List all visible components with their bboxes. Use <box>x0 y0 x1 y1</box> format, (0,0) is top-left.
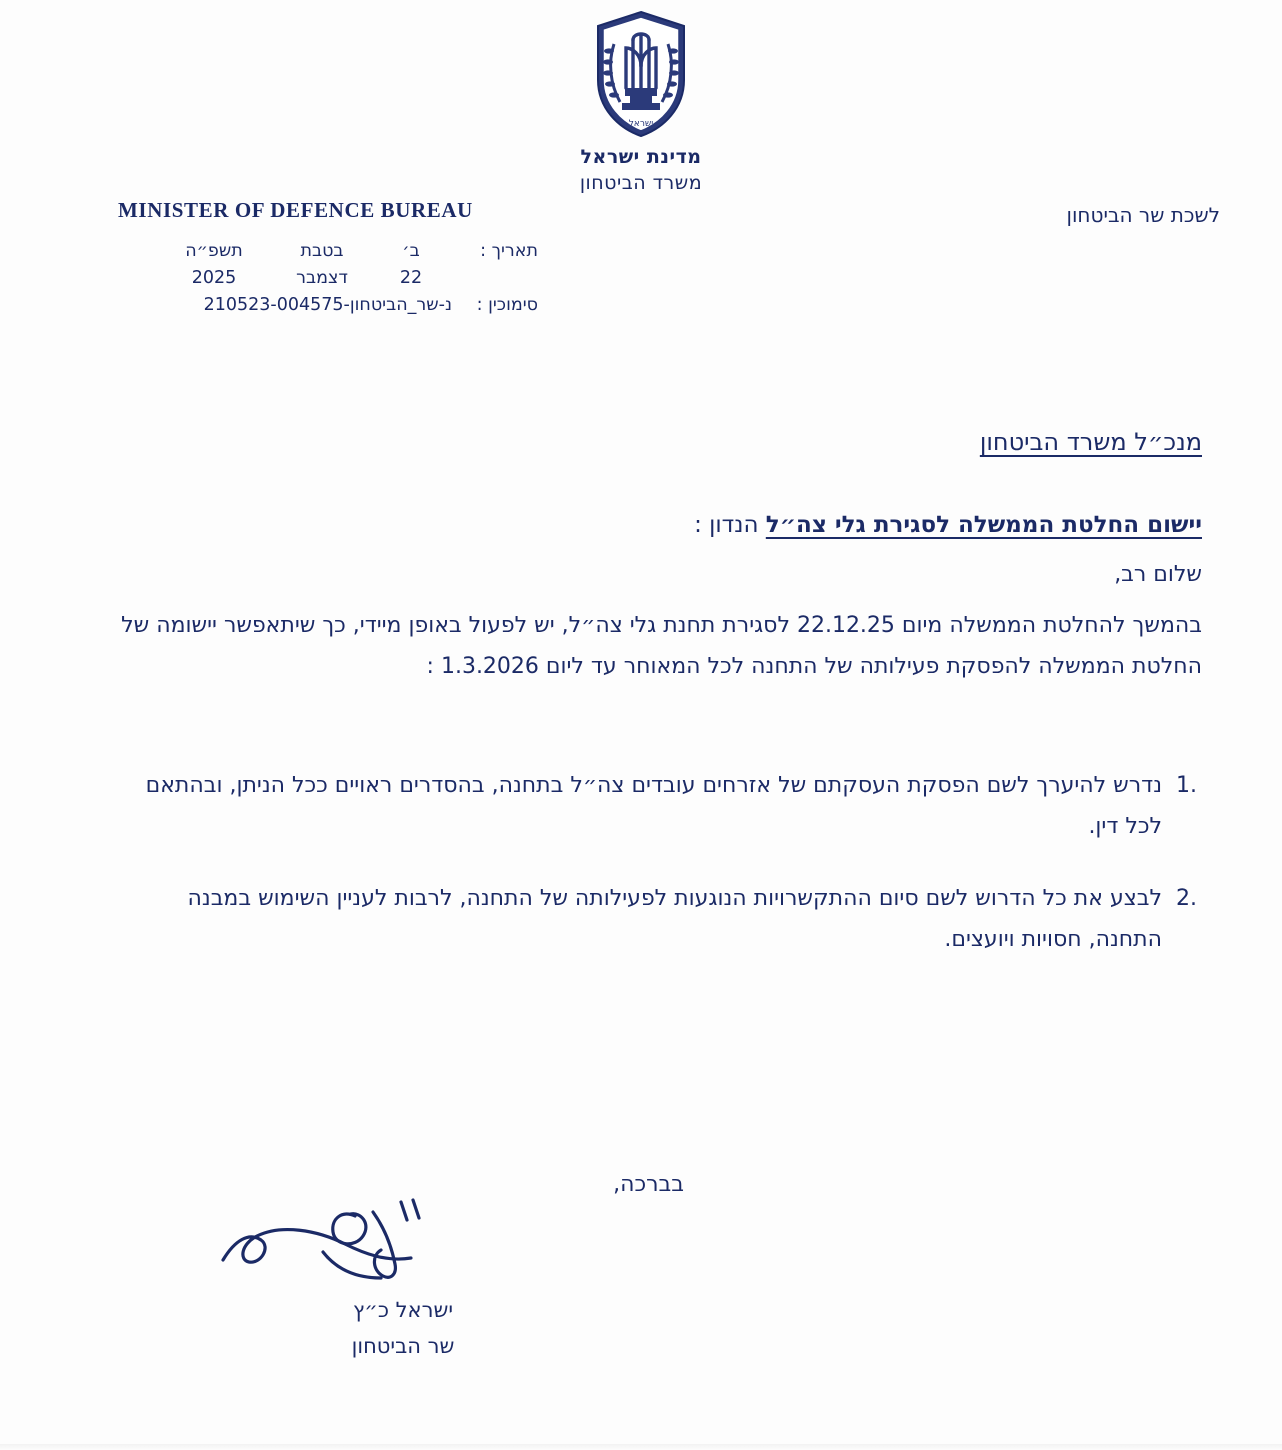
list-item <box>118 766 1202 847</box>
bureau-title-english: MINISTER OF DEFENCE BUREAU <box>118 198 473 222</box>
israel-state-emblem-icon <box>592 10 690 138</box>
list-item-number: 1. <box>1176 773 1197 798</box>
date-label-spacer <box>452 265 538 292</box>
meta-row-reference <box>118 292 538 319</box>
list-item-text: לבצע את כל הדרוש לשם סיום ההתקשרויות הנוגעות לפעילותה של התחנה, לרבות לעניין השימוש במבנה התחנה, חסויות ויועצים. <box>187 886 1162 953</box>
body-paragraph: בהמשך להחלטת הממשלה מיום 22.12.25 לסגירת תחנת גלי צה״ל, יש לפעול באופן מיידי, כך שיתאפשר יישומה של החלטת הממשלה להפסקת פעילותה של התחנה לכל המאוחר עד ליום 1.3.2026 : <box>121 613 1202 679</box>
paper-bottom-edge <box>0 1444 1282 1450</box>
meta-row-hebrew-date <box>118 238 538 265</box>
numbered-list <box>118 766 1202 993</box>
subject-line <box>694 512 1202 538</box>
date-hebrew-day: ב׳ <box>402 241 420 261</box>
ministry-line-name: משרד הביטחון <box>579 171 703 194</box>
date-greg-year: 2025 <box>191 268 237 289</box>
date-greg-day: 22 <box>399 268 423 289</box>
bureau-title-hebrew: לשכת שר הביטחון <box>1066 203 1220 227</box>
subject-label: הנדון : <box>694 512 759 538</box>
date-label: תאריך : <box>480 241 538 261</box>
date-hebrew-year: תשפ״ה <box>185 241 243 261</box>
closing-line: בברכה, <box>613 1172 684 1197</box>
ministry-heading <box>0 145 1282 196</box>
signature-block <box>318 1293 488 1364</box>
list-item-text: נדרש להיערך לשם הפסקת העסקתם של אזרחים עובדים צה״ל בתחנה, בהסדרים ראויים ככל הניתן, ובהתאם לכל דין. <box>145 773 1162 839</box>
addressee: מנכ״ל משרד הביטחון <box>979 428 1202 456</box>
emblem-container <box>0 10 1282 138</box>
signer-name: ישראל כ״ץ <box>352 1298 454 1322</box>
reference-label: סימוכין : <box>476 295 538 316</box>
reference-value: נ-שר_הביטחון-210523-004575 <box>203 295 452 316</box>
date-greg-month: דצמבר <box>296 268 348 289</box>
subject-text: יישום החלטת הממשלה לסגירת גלי צה״ל <box>765 512 1202 538</box>
document-meta <box>118 238 538 319</box>
greeting: שלום רב, <box>1114 562 1202 587</box>
ministry-line-state: מדינת ישראל <box>580 146 702 168</box>
svg-text:ישראל: ישראל <box>628 119 654 129</box>
handwritten-signature <box>205 1192 465 1302</box>
list-item-number: 2. <box>1176 886 1197 912</box>
signer-role: שר הביטחון <box>351 1333 455 1358</box>
list-item <box>118 879 1202 960</box>
meta-row-gregorian-date <box>118 265 538 292</box>
date-hebrew-month: בטבת <box>300 241 344 261</box>
